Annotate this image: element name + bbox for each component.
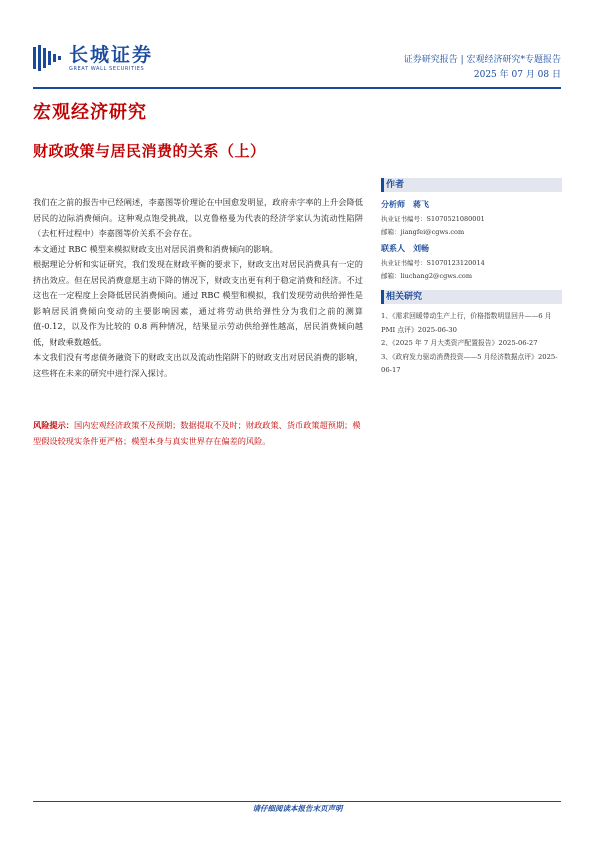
section-title: 宏观经济研究 <box>33 102 147 123</box>
contact-role: 联系人 <box>381 243 405 253</box>
analyst-name: 蒋飞 <box>413 199 429 209</box>
risk-text: 国内宏观经济政策不及预期；数据提取不及时；财政政策、货币政策超预期；模型假设较现实条件更严格；模型本身与真实世界存在偏差的风险。 <box>33 420 361 446</box>
contact-name: 刘畅 <box>413 243 429 253</box>
report-date: 2025 年 07 月 08 日 <box>473 70 561 80</box>
body-paragraph: 本文通过 RBC 模型来模拟财政支出对居民消费和消费倾向的影响。 <box>33 243 278 254</box>
summary-body <box>33 195 363 381</box>
analyst-cert: 执业证书编号：S1070521080001 <box>381 215 485 223</box>
body-paragraph: 本文我们没有考虑债务融资下的财政支出以及流动性陷阱下的财政支出对居民消费的影响，这些将在未来的研究中进行深入探讨。 <box>33 352 363 378</box>
header-divider <box>33 87 561 89</box>
contact-name-line <box>381 243 562 254</box>
footer-disclaimer: 请仔细阅读本报告末页声明 <box>252 804 343 813</box>
body-paragraph: 根据理论分析和实证研究，我们发现在财政平衡的要求下，财政支出对居民消费具有一定的挤出效应。但在居民消费意愿主动下降的情况下，财政支出更有利于稳定消费和经济。不过这也在一定程度上会降低居民消费倾向。通过 RBC 模型和模拟，我们发现劳动供给弹性是影响居民消费倾向变动的主要影响因素，通过将劳动供给弹性分为我们之前的测算值-0.12，以及作为比较的 0.8 两种情况，结果显示劳动供给弹性越高，居民消费倾向越低，财政乘数越低。 <box>33 259 363 347</box>
contact-cert: 执业证书编号：S1070123120014 <box>381 259 485 267</box>
body-paragraph: 我们在之前的报告中已经阐述，李嘉图等价理论在中国愈发明显，政府赤字率的上升会降低居民的边际消费倾向。这种观点饱受挑战，以克鲁格曼为代表的经济学家认为流动性陷阱（去杠杆过程中）李嘉图等价关系不会存在。 <box>33 197 363 238</box>
related-item[interactable]: 1、《需求回暖带动生产上行，价格指数明显回升——6 月 PMI 点评》2025-06-30 <box>381 312 552 334</box>
related-list <box>381 310 562 378</box>
sidebar <box>381 178 562 378</box>
analyst-role: 分析师 <box>381 199 405 209</box>
report-type: 证券研究报告 | 宏观经济研究*专题报告 <box>403 55 561 65</box>
related-item[interactable]: 2、《2025 年 7 月大类资产配置报告》2025-06-27 <box>381 339 538 347</box>
risk-label: 风险提示： <box>33 420 74 430</box>
great-wall-logo-icon <box>33 45 61 71</box>
related-heading: 相关研究 <box>381 290 562 304</box>
footer-divider <box>33 801 561 802</box>
analyst-email[interactable]: 邮箱：jiangfei@cgws.com <box>381 228 465 236</box>
document-title: 财政政策与居民消费的关系（上） <box>33 142 266 160</box>
analyst-name-line <box>381 199 562 210</box>
authors-heading: 作者 <box>381 178 562 192</box>
logo-text-cn: 长城证券 <box>69 44 154 66</box>
company-logo <box>33 45 163 73</box>
logo-text-en: GREAT WALL SECURITIES <box>69 66 145 72</box>
contact-email[interactable]: 邮箱：liuchang2@cgws.com <box>381 272 473 280</box>
related-item[interactable]: 3、《政府发力驱动消费投资——5 月经济数据点评》2025-06-17 <box>381 352 558 374</box>
header-meta <box>404 53 561 83</box>
risk-warning <box>33 418 363 449</box>
